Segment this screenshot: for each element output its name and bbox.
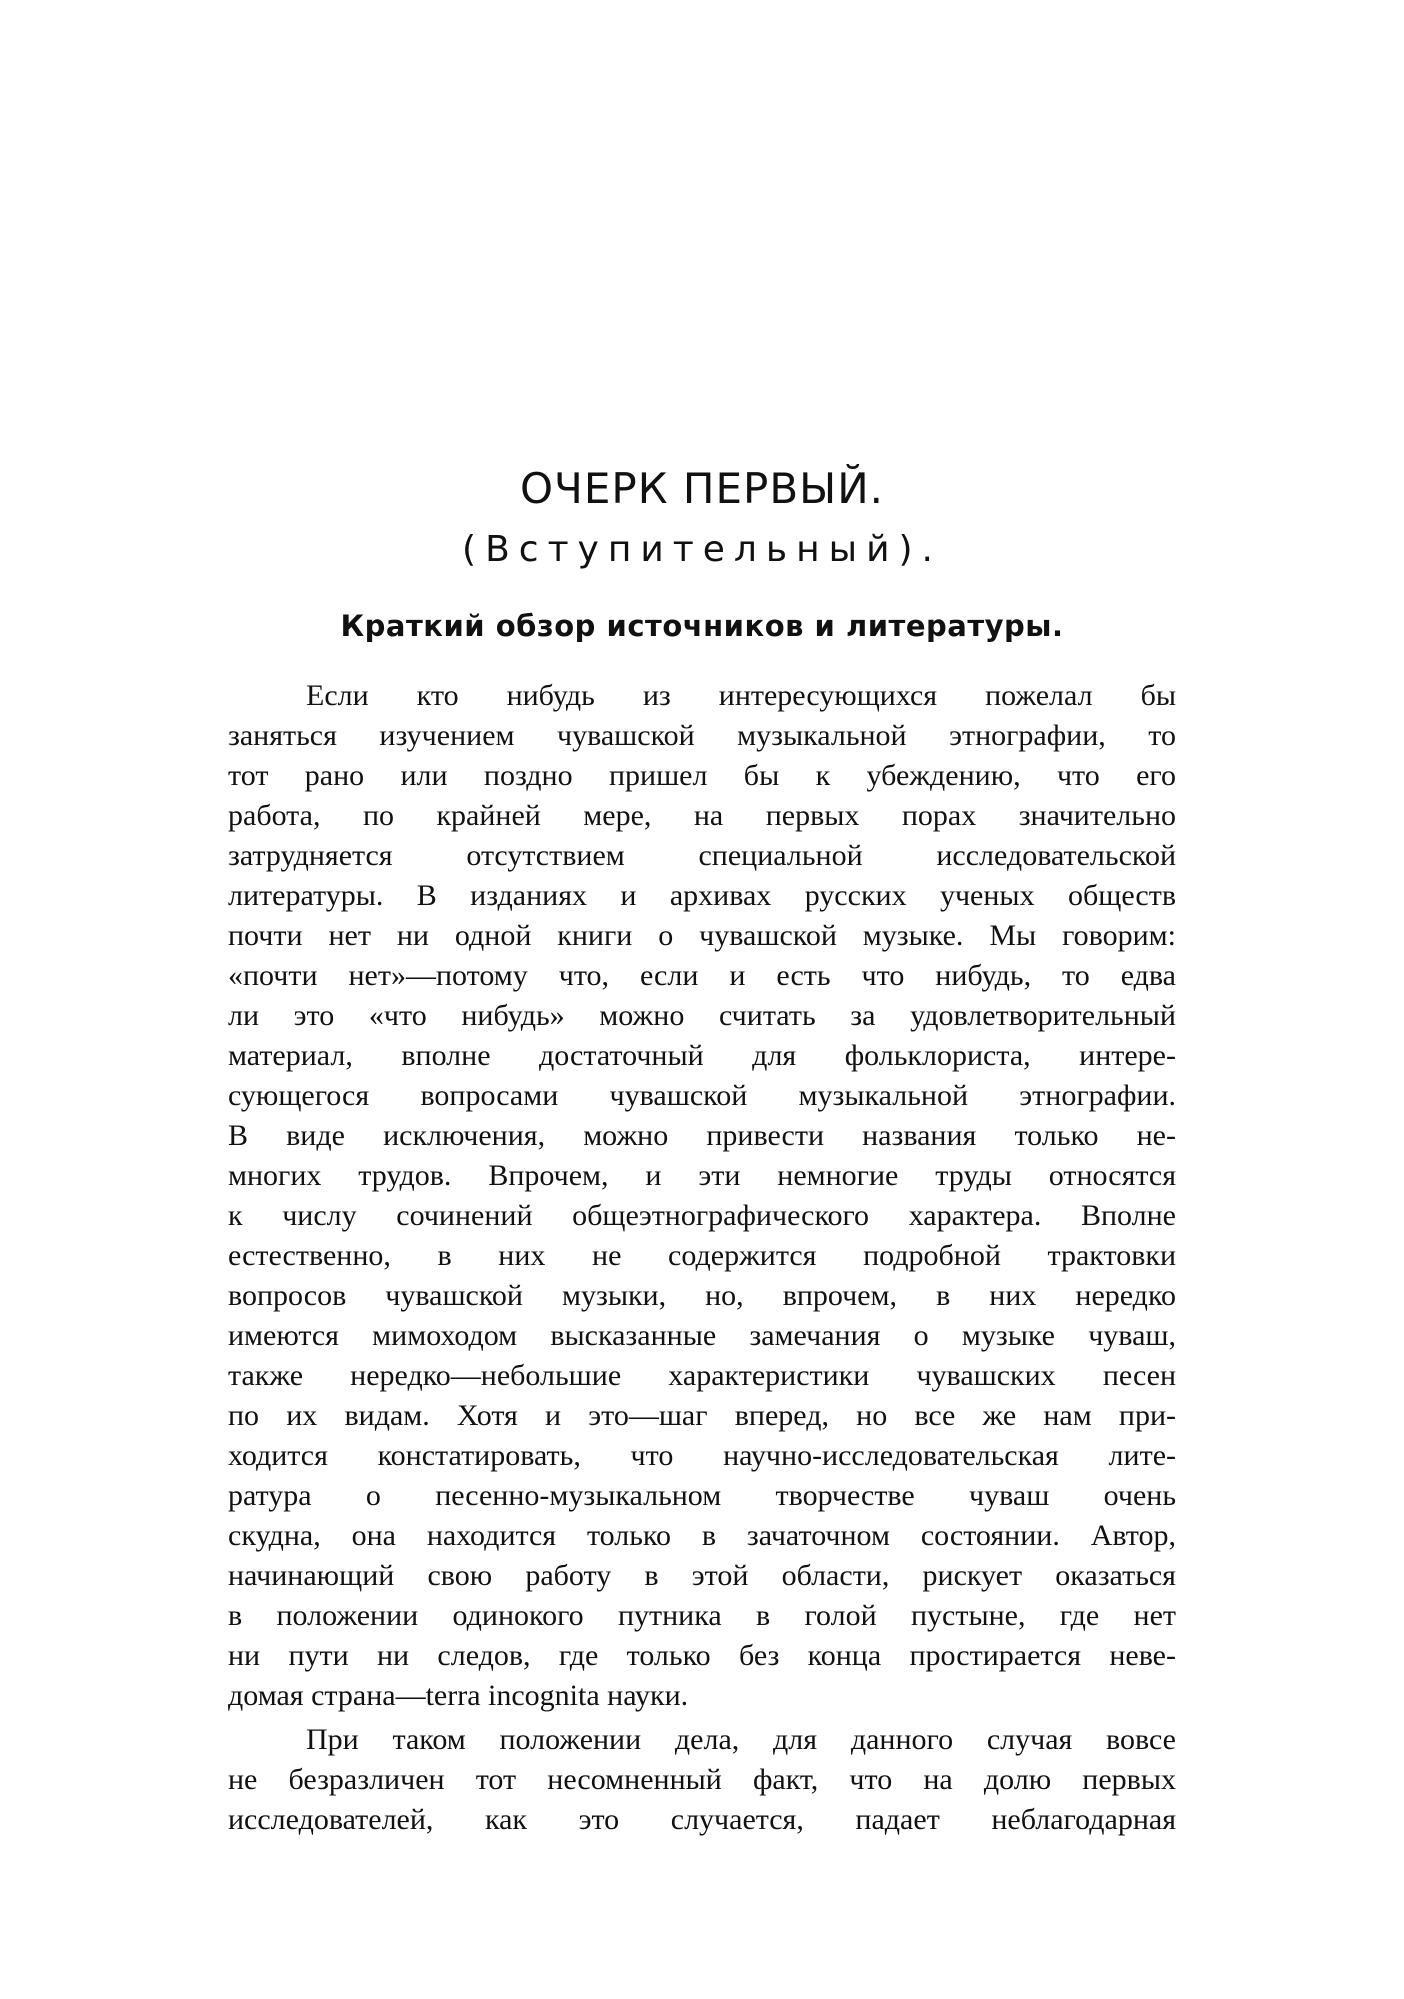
essay-subtitle: (Вступительный). [462, 529, 942, 570]
text-line: исследователей, как это случается, падает неблагодарная [228, 1803, 1176, 1836]
text-line: многих трудов. Впрочем, и эти немногие труды относятся [228, 1159, 1176, 1192]
text-line: естественно, в них не содержится подробной трактовки [228, 1239, 1176, 1272]
paragraph-2 [228, 1720, 1176, 1840]
text-line: литературы. В изданиях и архивах русских ученых обществ [228, 879, 1176, 912]
essay-title: ОЧЕРК ПЕРВЫЙ. [520, 464, 884, 513]
text-line: работа, по крайней мере, на первых порах значительно [228, 799, 1176, 832]
text-line: «почти нет»—потому что, если и есть что нибудь, то едва [228, 959, 1176, 992]
text-line: При таком положении дела, для данного случая вовсе [306, 1723, 1176, 1756]
text-line: имеются мимоходом высказанные замечания о музыке чуваш, [228, 1319, 1176, 1352]
text-line: в положении одинокого путника в голой пустыне, где нет [228, 1599, 1176, 1632]
text-line: материал, вполне достаточный для фольклориста, интере- [228, 1039, 1176, 1072]
text-line: В виде исключения, можно привести названия только не- [228, 1119, 1176, 1152]
text-line: ни пути ни следов, где только без конца простирается неве- [228, 1639, 1176, 1672]
text-line: не безразличен тот несомненный факт, что на долю первых [228, 1763, 1176, 1796]
text-line: заняться изучением чувашской музыкальной этнографии, то [228, 719, 1176, 752]
text-line: тот рано или поздно пришел бы к убеждению, что его [228, 759, 1176, 792]
text-line: к числу сочинений общеэтнографического характера. Вполне [228, 1199, 1176, 1232]
text-line: начинающий свою работу в этой области, рискует оказаться [228, 1559, 1176, 1592]
text-line: почти нет ни одной книги о чувашской музыке. Мы говорим: [228, 919, 1176, 952]
text-line: ратура о песенно-музыкальном творчестве чуваш очень [228, 1479, 1176, 1512]
paragraph-1 [228, 676, 1176, 1716]
text-line: затрудняется отсутствием специальной исследовательской [228, 839, 1176, 872]
text-line: Если кто нибудь из интересующихся пожелал бы [306, 679, 1176, 712]
text-line: сующегося вопросами чувашской музыкальной этнографии. [228, 1079, 1176, 1112]
text-line: ли это «что нибудь» можно считать за удовлетворительный [228, 999, 1176, 1032]
text-line: скудна, она находится только в зачаточном состоянии. Автор, [228, 1519, 1176, 1552]
text-line: домая страна—terra incognita науки. [228, 1679, 689, 1712]
section-heading: Краткий обзор источников и литературы. [340, 609, 1064, 643]
text-line: также нередко—небольшие характеристики чувашских песен [228, 1359, 1176, 1392]
text-line: по их видам. Хотя и это—шаг вперед, но все же нам при- [228, 1399, 1176, 1432]
text-line: вопросов чувашской музыки, но, впрочем, в них нередко [228, 1279, 1176, 1312]
text-line: ходится констатировать, что научно-исследовательская лите- [228, 1439, 1176, 1472]
